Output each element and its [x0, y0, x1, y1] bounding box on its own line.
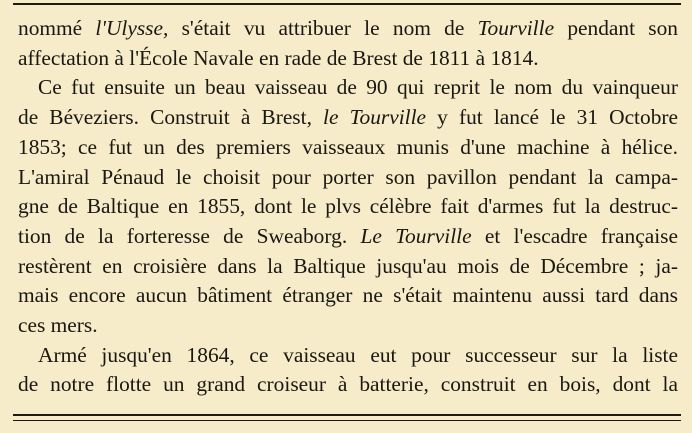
text-run: nommé: [18, 16, 96, 40]
text-run: ces mers.: [18, 313, 98, 338]
italic-text: Le Tourville: [360, 223, 472, 248]
italic-text: Tourville: [477, 16, 555, 40]
text-run: tion de la forteresse de Sweaborg.: [18, 223, 361, 248]
text-run: 1853; ce fut un des premiers vaisseaux munis d'une machine à hélice.: [18, 134, 678, 159]
text-line: [18, 163, 678, 193]
text-line: [18, 192, 678, 222]
text-run: s'était vu attribuer le nom de: [168, 16, 478, 40]
text-line: [18, 281, 678, 311]
text-run: de Béveziers. Construit à Brest,: [18, 105, 324, 130]
text-run: Ce fut ensuite un beau vaisseau de 90 qui reprit le nom du vainqueur: [38, 75, 678, 100]
text-run: y fut lancé le 31 Octobre: [426, 105, 679, 130]
text-run: de notre flotte un grand croiseur à batterie, construit en bois, dont la: [18, 372, 678, 397]
bottom-rule-thin: [13, 420, 681, 421]
text-run: pendant son: [554, 16, 678, 40]
text-run: affectation à l'École Navale en rade de Brest de 1811 à 1814.: [18, 45, 539, 70]
text-line: [18, 133, 678, 163]
text-line: [18, 341, 678, 371]
text-line: [18, 370, 678, 400]
text-line: [18, 44, 678, 74]
text-line: [18, 73, 678, 103]
bottom-rule-thick: [13, 414, 681, 416]
text-run: L'amiral Pénaud le choisit pour porter son pavillon pendant la campa-: [18, 164, 678, 189]
text-line: [18, 222, 678, 252]
text-run: et l'escadre française: [471, 223, 678, 248]
text-line: [18, 311, 678, 341]
italic-text: l'Ulysse,: [95, 16, 169, 40]
text-line: [18, 252, 678, 282]
text-run: mais encore aucun bâtiment étranger ne s'était maintenu aussi tard dans: [18, 283, 678, 308]
document-body: [18, 14, 678, 400]
text-run: gne de Baltique en 1855, dont le plvs célèbre fait d'armes fut la destruc-: [18, 194, 678, 219]
top-rule: [13, 3, 681, 5]
text-run: restèrent en croisière dans la Baltique jusqu'au mois de Décembre ; ja-: [18, 253, 678, 278]
text-line: [18, 14, 678, 44]
text-run: Armé jusqu'en 1864, ce vaisseau eut pour successeur sur la liste: [38, 342, 678, 367]
text-line: [18, 103, 678, 133]
italic-text: le Tourville: [323, 105, 427, 130]
